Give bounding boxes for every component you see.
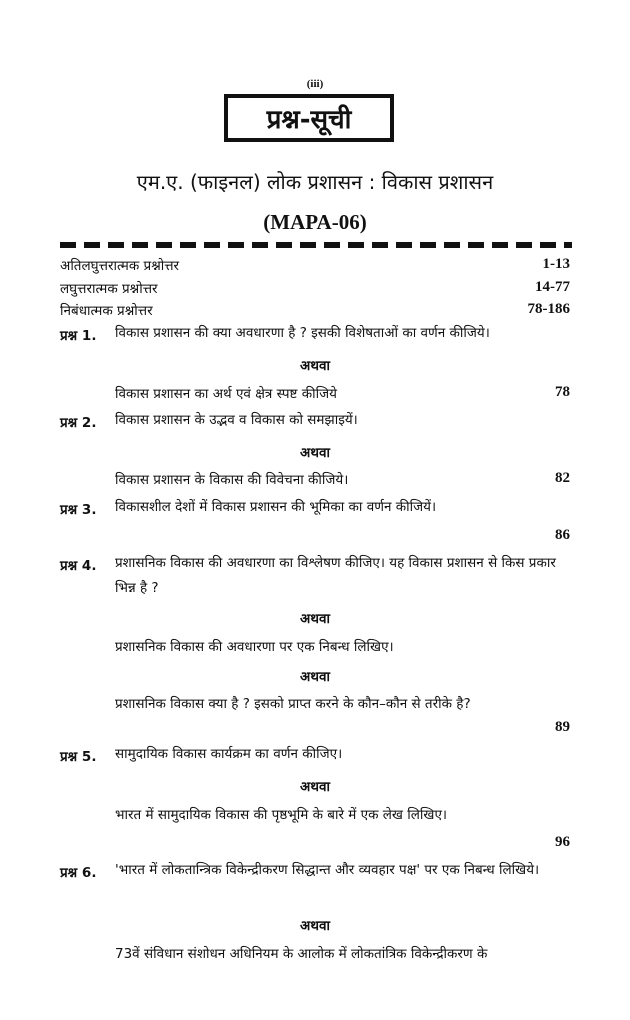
or-label: अथवा [300,669,330,685]
alternate-question: प्रशासनिक विकास क्या है ? इसको प्राप्त करने के कौन–कौन से तरीके है? [115,696,471,712]
subtitle: एम.ए. (फाइनल) लोक प्रशासन : विकास प्रशासन [136,170,494,194]
question-text: 'भारत में लोकतान्त्रिक विकेन्द्रीकरण सिद्धान्त और व्यवहार पक्ष' पर एक निबन्ध लिखिये। [115,862,540,878]
question-text: विकासशील देशों में विकास प्रशासन की भूमिका का वर्णन कीजियें। [115,499,437,515]
question-text: प्रशासनिक विकास की अवधारणा का विश्लेषण कीजिए। यह विकास प्रशासन से किस प्रकार भिन्न है ? [115,555,556,596]
section-pages: 14-77 [535,279,570,295]
question-label: प्रश्न 2. [60,415,97,431]
or-label: अथवा [300,445,330,461]
section-pages: 78-186 [527,301,570,317]
page-number: (iii) [306,78,324,90]
title-box [224,94,394,142]
question-page: 96 [555,834,570,850]
alternate-question: विकास प्रशासन का अर्थ एवं क्षेत्र स्पष्ट कीजिये [115,386,337,402]
question-page: 89 [555,719,570,735]
dashed-divider [60,242,572,248]
alternate-question: 73वें संविधान संशोधन अधिनियम के आलोक में लोकतांत्रिक विकेन्द्रीकरण के [115,946,488,962]
course-code: (MAPA-06) [263,210,367,234]
question-page: 86 [555,527,570,543]
question-label: प्रश्न 1. [60,328,97,344]
alternate-question: विकास प्रशासन के विकास की विवेचना कीजिये। [115,472,349,488]
question-text: सामुदायिक विकास कार्यक्रम का वर्णन कीजिए। [115,746,343,762]
alternate-question: भारत में सामुदायिक विकास की पृष्ठभूमि के बारे में एक लेख लिखिए। [115,807,448,823]
section-label: अतिलघुत्तरात्मक प्रश्नोत्तर [60,258,180,274]
question-text: विकास प्रशासन के उद्भव व विकास को समझाइयें। [115,412,358,428]
section-row [60,301,570,319]
or-label: अथवा [300,918,330,934]
question-label: प्रश्न 6. [60,865,97,881]
section-row [60,256,570,274]
section-pages: 1-13 [542,256,570,272]
question-label: प्रश्न 4. [60,558,97,574]
page-title: प्रश्न-सूची [266,105,352,135]
question-page: 78 [555,384,570,400]
question-page: 82 [555,470,570,486]
section-label: निबंधात्मक प्रश्नोत्तर [60,303,153,319]
question-label: प्रश्न 3. [60,502,97,518]
alternate-question: प्रशासनिक विकास की अवधारणा पर एक निबन्ध लिखिए। [115,639,394,655]
section-label: लघुत्तरात्मक प्रश्नोत्तर [60,281,158,297]
or-label: अथवा [300,358,330,374]
question-label: प्रश्न 5. [60,749,97,765]
or-label: अथवा [300,779,330,795]
section-row [60,279,570,297]
or-label: अथवा [300,611,330,627]
question-text: विकास प्रशासन की क्या अवधारणा है ? इसकी विशेषताओं का वर्णन कीजिये। [115,325,490,341]
